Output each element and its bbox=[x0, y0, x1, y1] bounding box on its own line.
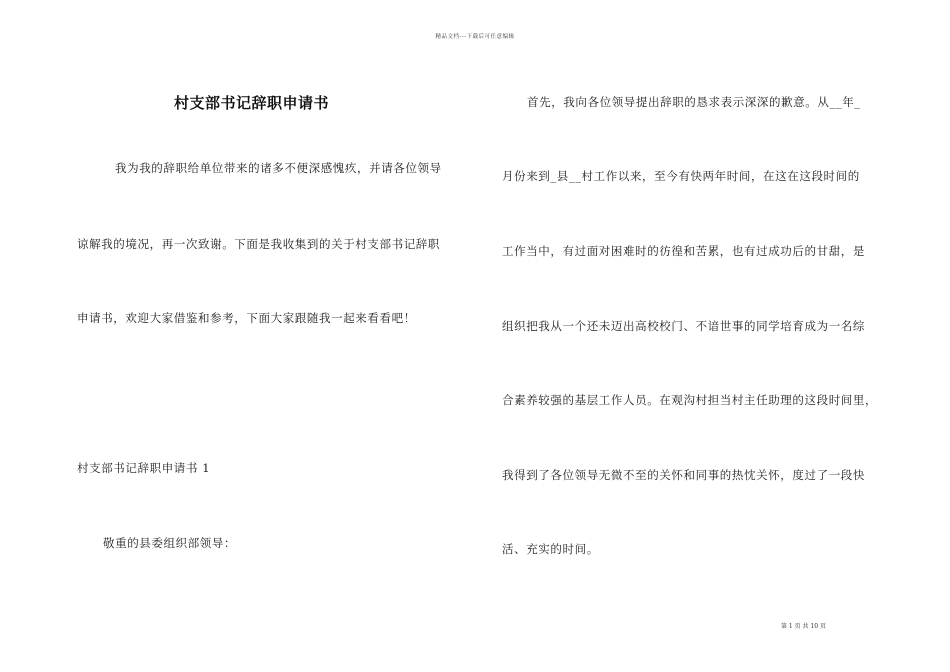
paragraph-line: 我为我的辞职给单位带来的诸多不便深感愧疚，并请各位领导 bbox=[115, 161, 442, 175]
paragraph-line: 月份来到_县__村工作以来，至今有快两年时间，在这在这段时间的 bbox=[502, 169, 860, 183]
page-number: 第 1 页 共 10 页 bbox=[781, 623, 826, 630]
paragraph-line: 申请书，欢迎大家借鉴和参考，下面大家跟随我一起来看看吧！ bbox=[77, 311, 416, 325]
paragraph-line: 活、充实的时间。 bbox=[502, 542, 599, 556]
salutation: 敬重的县委组织部领导： bbox=[103, 536, 237, 550]
paragraph-line: 组织把我从一个还未迈出高校校门、不谙世事的同学培育成为一名综 bbox=[502, 319, 865, 333]
paragraph-line: 我得到了各位领导无微不至的关怀和同事的热忱关怀，度过了一段快 bbox=[502, 468, 865, 482]
document-title: 村支部书记辞职申请书 bbox=[174, 94, 330, 112]
section-heading: 村支部书记辞职申请书 1 bbox=[77, 461, 211, 475]
paragraph-line: 谅解我的境况，再一次致谢。下面是我收集到的关于村支部书记辞职 bbox=[77, 237, 440, 251]
paragraph-line: 工作当中，有过面对困难时的彷徨和苦累，也有过成功后的甘甜，是 bbox=[502, 244, 865, 258]
paragraph-line: 合素养较强的基层工作人员。在观沟村担当村主任助理的这段时间里， bbox=[502, 393, 878, 407]
paragraph-line: 首先，我向各位领导提出辞职的恳求表示深深的歉意。从__年_ bbox=[527, 95, 861, 109]
document-header-note: 精品文档---下载后可任意编辑 bbox=[435, 34, 515, 40]
